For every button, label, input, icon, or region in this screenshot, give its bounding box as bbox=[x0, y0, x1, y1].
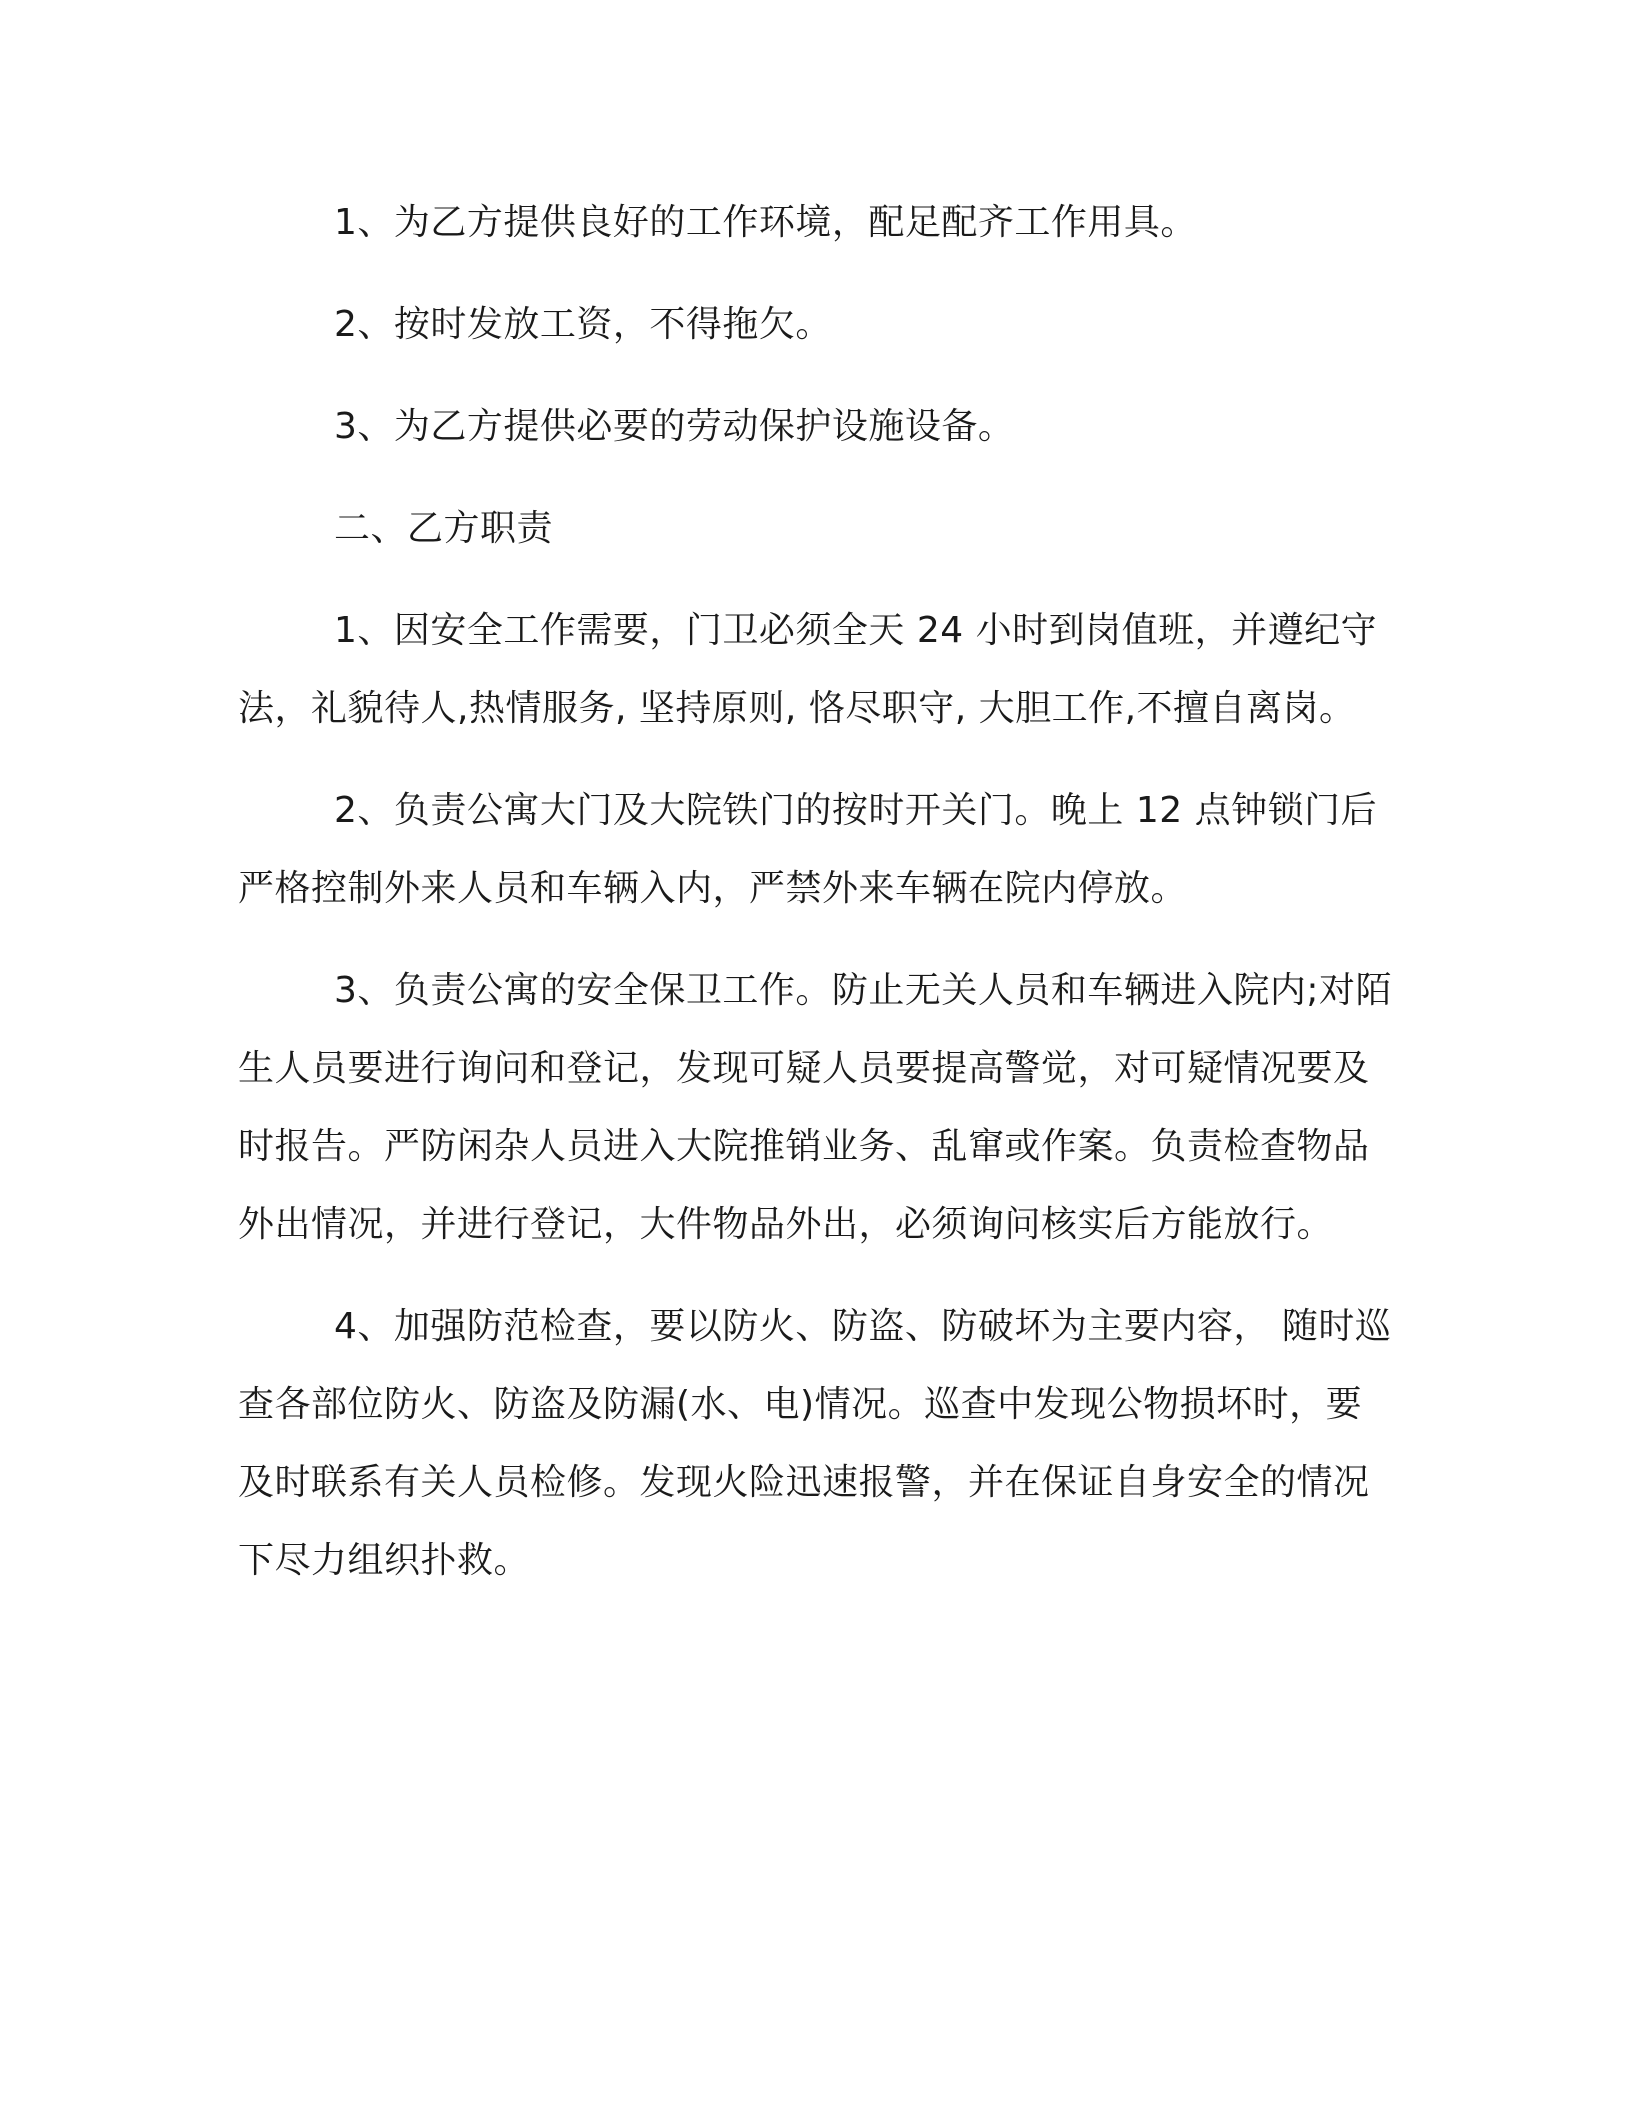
paragraph-4: 1、因安全工作需要，门卫必须全天 24 小时到岗值班，并遵纪守法，礼貌待人,热情服务, 坚持原则, 恪尽职守, 大胆工作,不擅自离岗。 bbox=[238, 610, 1378, 729]
section-heading: 二、乙方职责 bbox=[334, 508, 554, 549]
paragraph-5: 2、负责公寓大门及大院铁门的按时开关门。晚上 12 点钟锁门后严格控制外来人员和车辆入内，严禁外来车辆在院内停放。 bbox=[238, 790, 1378, 909]
paragraph-3: 3、为乙方提供必要的劳动保护设施设备。 bbox=[334, 406, 1015, 447]
paragraph-2: 2、按时发放工资，不得拖欠。 bbox=[334, 304, 832, 345]
paragraph-7: 4、加强防范检查，要以防火、防盗、防破坏为主要内容， 随时巡查各部位防火、防盗及防漏(水、电)情况。巡查中发现公物损坏时，要及时联系有关人员检修。发现火险迅速报警，并在保证自身安全的情况下尽力组织扑救。 bbox=[238, 1306, 1392, 1581]
paragraph-1: 1、为乙方提供良好的工作环境，配足配齐工作用具。 bbox=[334, 202, 1197, 243]
paragraph-6: 3、负责公寓的安全保卫工作。防止无关人员和车辆进入院内;对陌生人员要进行询问和登记，发现可疑人员要提高警觉，对可疑情况要及时报告。严防闲杂人员进入大院推销业务、乱窜或作案。负责检查物品外出情况，并进行登记，大件物品外出，必须询问核实后方能放行。 bbox=[238, 970, 1393, 1245]
document-body bbox=[238, 184, 1396, 1600]
